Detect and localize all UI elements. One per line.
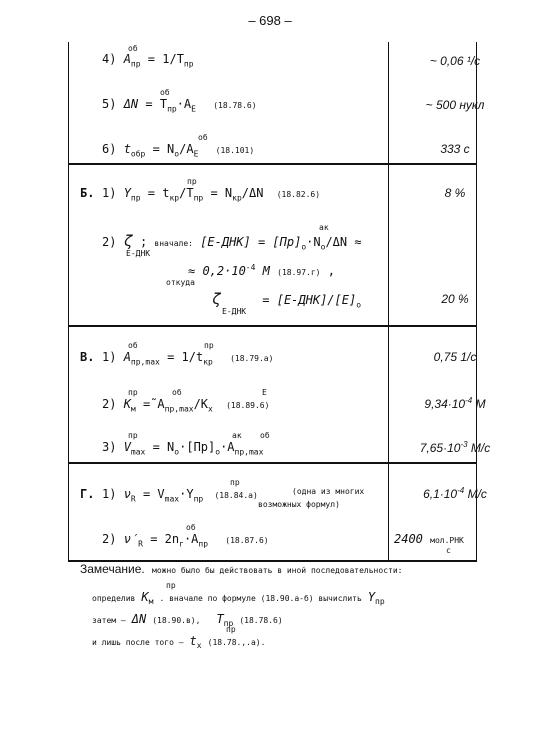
result-b1: 8 % — [444, 186, 466, 200]
formula-g1-sup: пр — [230, 478, 240, 487]
result-a6: 333 с — [440, 142, 470, 156]
result-g2-unit: с — [446, 546, 451, 555]
section-v-label: В. — [80, 350, 95, 364]
result-v2: $9,34\cdot 10^{-4}$ М — [424, 396, 486, 411]
formula-v2-k-sup: E — [262, 388, 267, 397]
formula-a6-sup: об — [198, 133, 208, 142]
remark-line-4: и лишь после того – $t_x$ (18.78.,.а). — [92, 634, 266, 650]
result-g2: 2400 мол.РНК — [394, 532, 464, 546]
row-divider-v — [68, 325, 477, 327]
result-g1: $6,1\cdot 10^{-4}$ М/с — [423, 486, 487, 501]
formula-g2-sup: об — [186, 523, 196, 532]
formula-b2-zeta2: $\zeta = [Е-ДНК]/[Е]_о$ — [212, 290, 362, 310]
table-col-divider — [388, 42, 389, 562]
result-v3: $7,65\cdot 10^{-3}$ М/с — [419, 440, 491, 455]
zeta-sub-2: Е-ДНК — [222, 307, 247, 316]
formula-g2: 2) $\nu'_R = 2n_г\cdot A_{пр}$ (18.87.6) — [102, 532, 269, 549]
remark-line-2-sup: пр — [166, 581, 176, 590]
section-g-label: Г. — [80, 487, 95, 501]
formula-v2: 2) $K_м$ =̃ $A_{пр,max}/K_x$ (18.89.6) — [102, 397, 270, 414]
formula-v2-eq-sup: об — [172, 388, 182, 397]
formula-b2: 2) ζ ; вначале: $[Е-ДНК] = [Пр]_о\cdot N_о/\Delta N$ ≈ — [102, 232, 362, 252]
result-b2: 20 % — [441, 292, 469, 306]
formula-v1-eq-sup: пр — [204, 341, 214, 350]
result-a4: ~ 0,06 ¹/с — [429, 54, 481, 68]
formula-b1-sup: пр — [187, 177, 197, 186]
formula-b1: 1) $Y_{пр} = t_{кр}/T_{пр} = N_{кр}/\Delta N$ (18.82.6) — [102, 186, 321, 203]
formula-v2-sup: пр — [128, 388, 138, 397]
section-b-label: Б. — [80, 186, 95, 200]
formula-v1-sup: об — [128, 341, 138, 350]
formula-v3: 3) $V_{max} = N_о\cdot[Пр]_о\cdot A_{пр,max}$ — [102, 440, 264, 457]
formula-v1: 1) $A_{пр,max} = 1/t_{кр}$ (18.79.а) — [102, 350, 274, 367]
formula-v3-mid-sup: ак — [232, 431, 242, 440]
result-v1: 0,75 1/с — [433, 350, 477, 364]
formula-g1: 1) $\nu_R = V_{max}\cdot Y_{пр}$ (18.84.а) — [102, 487, 258, 504]
remark-line-2: определив $K_м$ . вначале по формуле (18.90.а-б) вычислить $Y_{пр}$ — [92, 590, 385, 606]
remark-line-1: можно было бы действовать в иной последовательности: — [152, 566, 403, 575]
formula-v3-sup: пр — [128, 431, 138, 440]
remark-title: Замечание. — [80, 562, 145, 576]
then-word: откуда — [166, 278, 195, 287]
remark-line-4-sup: пр — [226, 625, 236, 634]
row-divider-b — [68, 163, 477, 165]
result-a5: ~ 500 нукл — [425, 98, 485, 112]
formula-a5-sup: об — [160, 88, 170, 97]
row-divider-g — [68, 462, 477, 464]
note-line-2: возможных формул) — [258, 500, 340, 509]
note-line-1: (одна из многих — [292, 487, 365, 496]
formula-a5: 5) $\Delta N = T_{пр}\cdot A_E$ (18.78.6) — [102, 97, 257, 114]
table-left-border — [68, 42, 69, 562]
formula-a4: 4) $A_{пр} = 1/T_{пр}$ — [102, 52, 194, 69]
remark-line-3: затем – ΔN (18.90.в), $T_{пр}$ (18.78.6) — [92, 612, 283, 628]
formula-v3-a-sup: об — [260, 431, 270, 440]
formula-a6: 6) $t_{обр} = N_o/A_E$ (18.101) — [102, 142, 255, 159]
formula-b2-approx: ≈ $0,2\cdot 10^{-4}$ М (18.97.г) , — [188, 263, 335, 278]
formula-b2-sup: ак — [319, 223, 329, 232]
formula-a4-sup: об — [128, 44, 138, 53]
zeta-sub-1: Е-ДНК — [126, 249, 151, 258]
page-number: – 698 – — [248, 13, 292, 28]
